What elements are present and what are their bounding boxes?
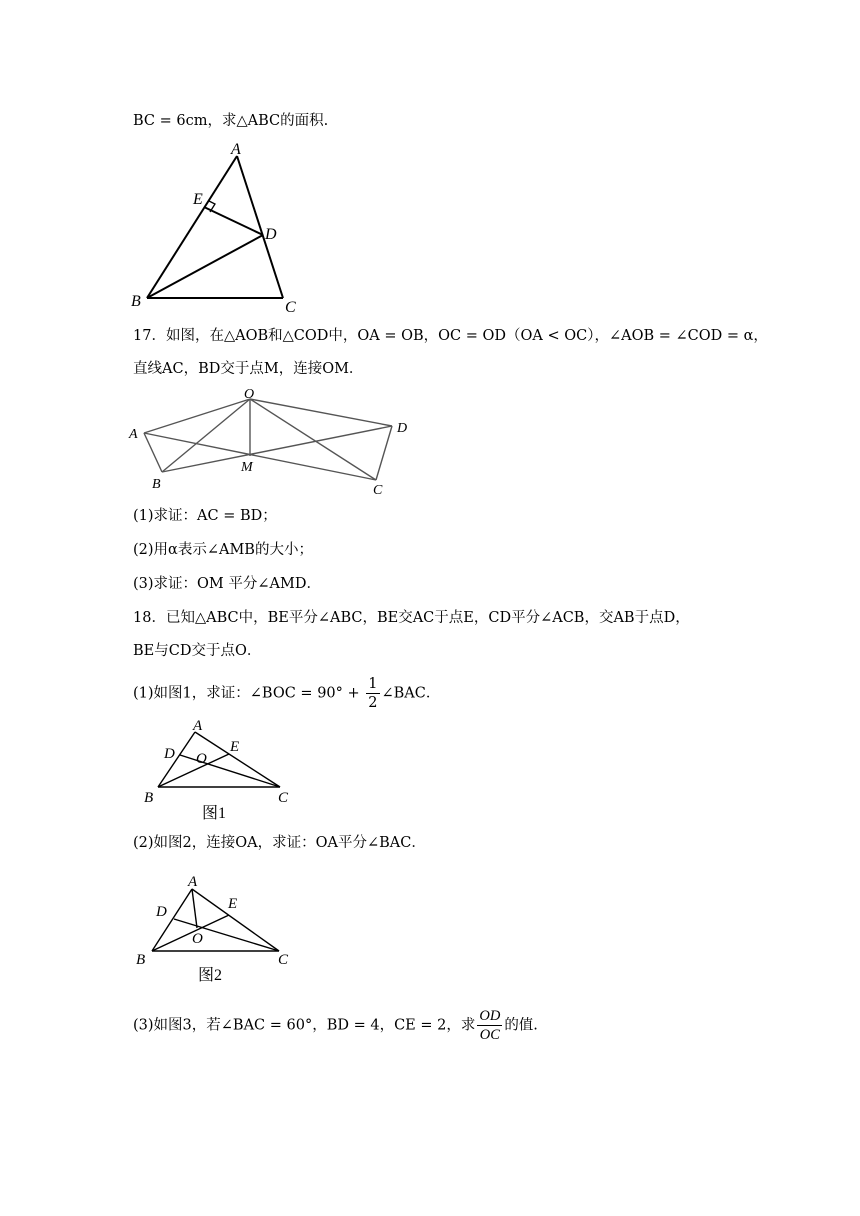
q18-fig2-label-E: E (228, 896, 238, 912)
q17-part2: (2)用α表示∠AMB的大小； (133, 542, 313, 558)
q18-part3-suffix: 的值. (504, 1017, 538, 1034)
q17-stem-line2: 直线AC，BD交于点M，连接OM． (133, 361, 364, 377)
q16-label-A: A (231, 141, 241, 158)
q18-fig1-label-D: D (164, 746, 175, 762)
q18-figure2 (132, 868, 302, 986)
q17-label-B: B (152, 477, 161, 492)
q18-fig2-caption: 图2 (198, 967, 223, 984)
q17-label-O: O (244, 387, 255, 402)
q18-part1-frac-num: 1 (368, 676, 378, 692)
q16-label-E: E (193, 191, 203, 208)
q17-stem-line1: 17．如图，在△AOB和△COD中，OA = OB，OC = OD（OA < OC），∠AOB = ∠COD = α， (133, 328, 768, 344)
q18-part3 (133, 1007, 538, 1044)
q18-part1-frac-den: 2 (368, 695, 378, 711)
q17-part1: (1)求证：AC = BD； (133, 508, 277, 524)
q17-figure (125, 384, 425, 499)
q16-tail-text: BC = 6cm，求△ABC的面积. (133, 113, 329, 129)
q18-figure1 (140, 714, 300, 824)
q17-label-C: C (373, 483, 383, 498)
q18-part3-frac-den: OC (479, 1027, 500, 1043)
q18-part3-prefix: (3)如图3，若∠BAC = 60°，BD = 4，CE = 2，求 (133, 1017, 476, 1034)
q18-fig2-label-D: D (156, 904, 167, 920)
q17-label-M: M (241, 460, 253, 475)
q17-part3: (3)求证：OM 平分∠AMD． (133, 576, 321, 592)
q17-label-A: A (129, 427, 138, 442)
q16-triangle-figure (125, 138, 315, 318)
q16-label-C: C (285, 299, 296, 316)
q16-label-B: B (131, 293, 141, 310)
q18-fig1-label-O: O (196, 751, 207, 767)
q18-fig1-caption: 图1 (202, 805, 227, 822)
q18-stem-line2: BE与CD交于点O． (133, 643, 262, 659)
q18-fig2-label-C: C (278, 952, 289, 968)
q18-fig1-label-B: B (144, 790, 154, 806)
q18-part1-prefix: (1)如图1，求证：∠BOC = 90° + (133, 685, 365, 702)
q18-fig2-label-O: O (192, 931, 203, 947)
q18-part3-fraction (477, 1007, 502, 1044)
q18-part2: (2)如图2，连接OA，求证：OA平分∠BAC． (133, 835, 426, 851)
q18-part1 (133, 675, 440, 712)
q18-part1-fraction (366, 675, 379, 712)
q18-fig1-label-E: E (230, 739, 240, 755)
q18-fig2-label-B: B (136, 952, 146, 968)
q16-label-D: D (265, 226, 277, 243)
q18-part3-frac-num: OD (479, 1008, 501, 1024)
q18-stem-line1: 18．已知△ABC中，BE平分∠ABC，BE交AC于点E，CD平分∠ACB，交AB于点D， (133, 610, 690, 626)
q18-fig1-label-A: A (193, 718, 203, 734)
q17-label-D: D (397, 421, 408, 436)
q18-fig2-label-A: A (188, 874, 198, 890)
q18-part1-suffix: ∠BAC． (381, 685, 441, 702)
q18-fig1-label-C: C (278, 790, 289, 806)
